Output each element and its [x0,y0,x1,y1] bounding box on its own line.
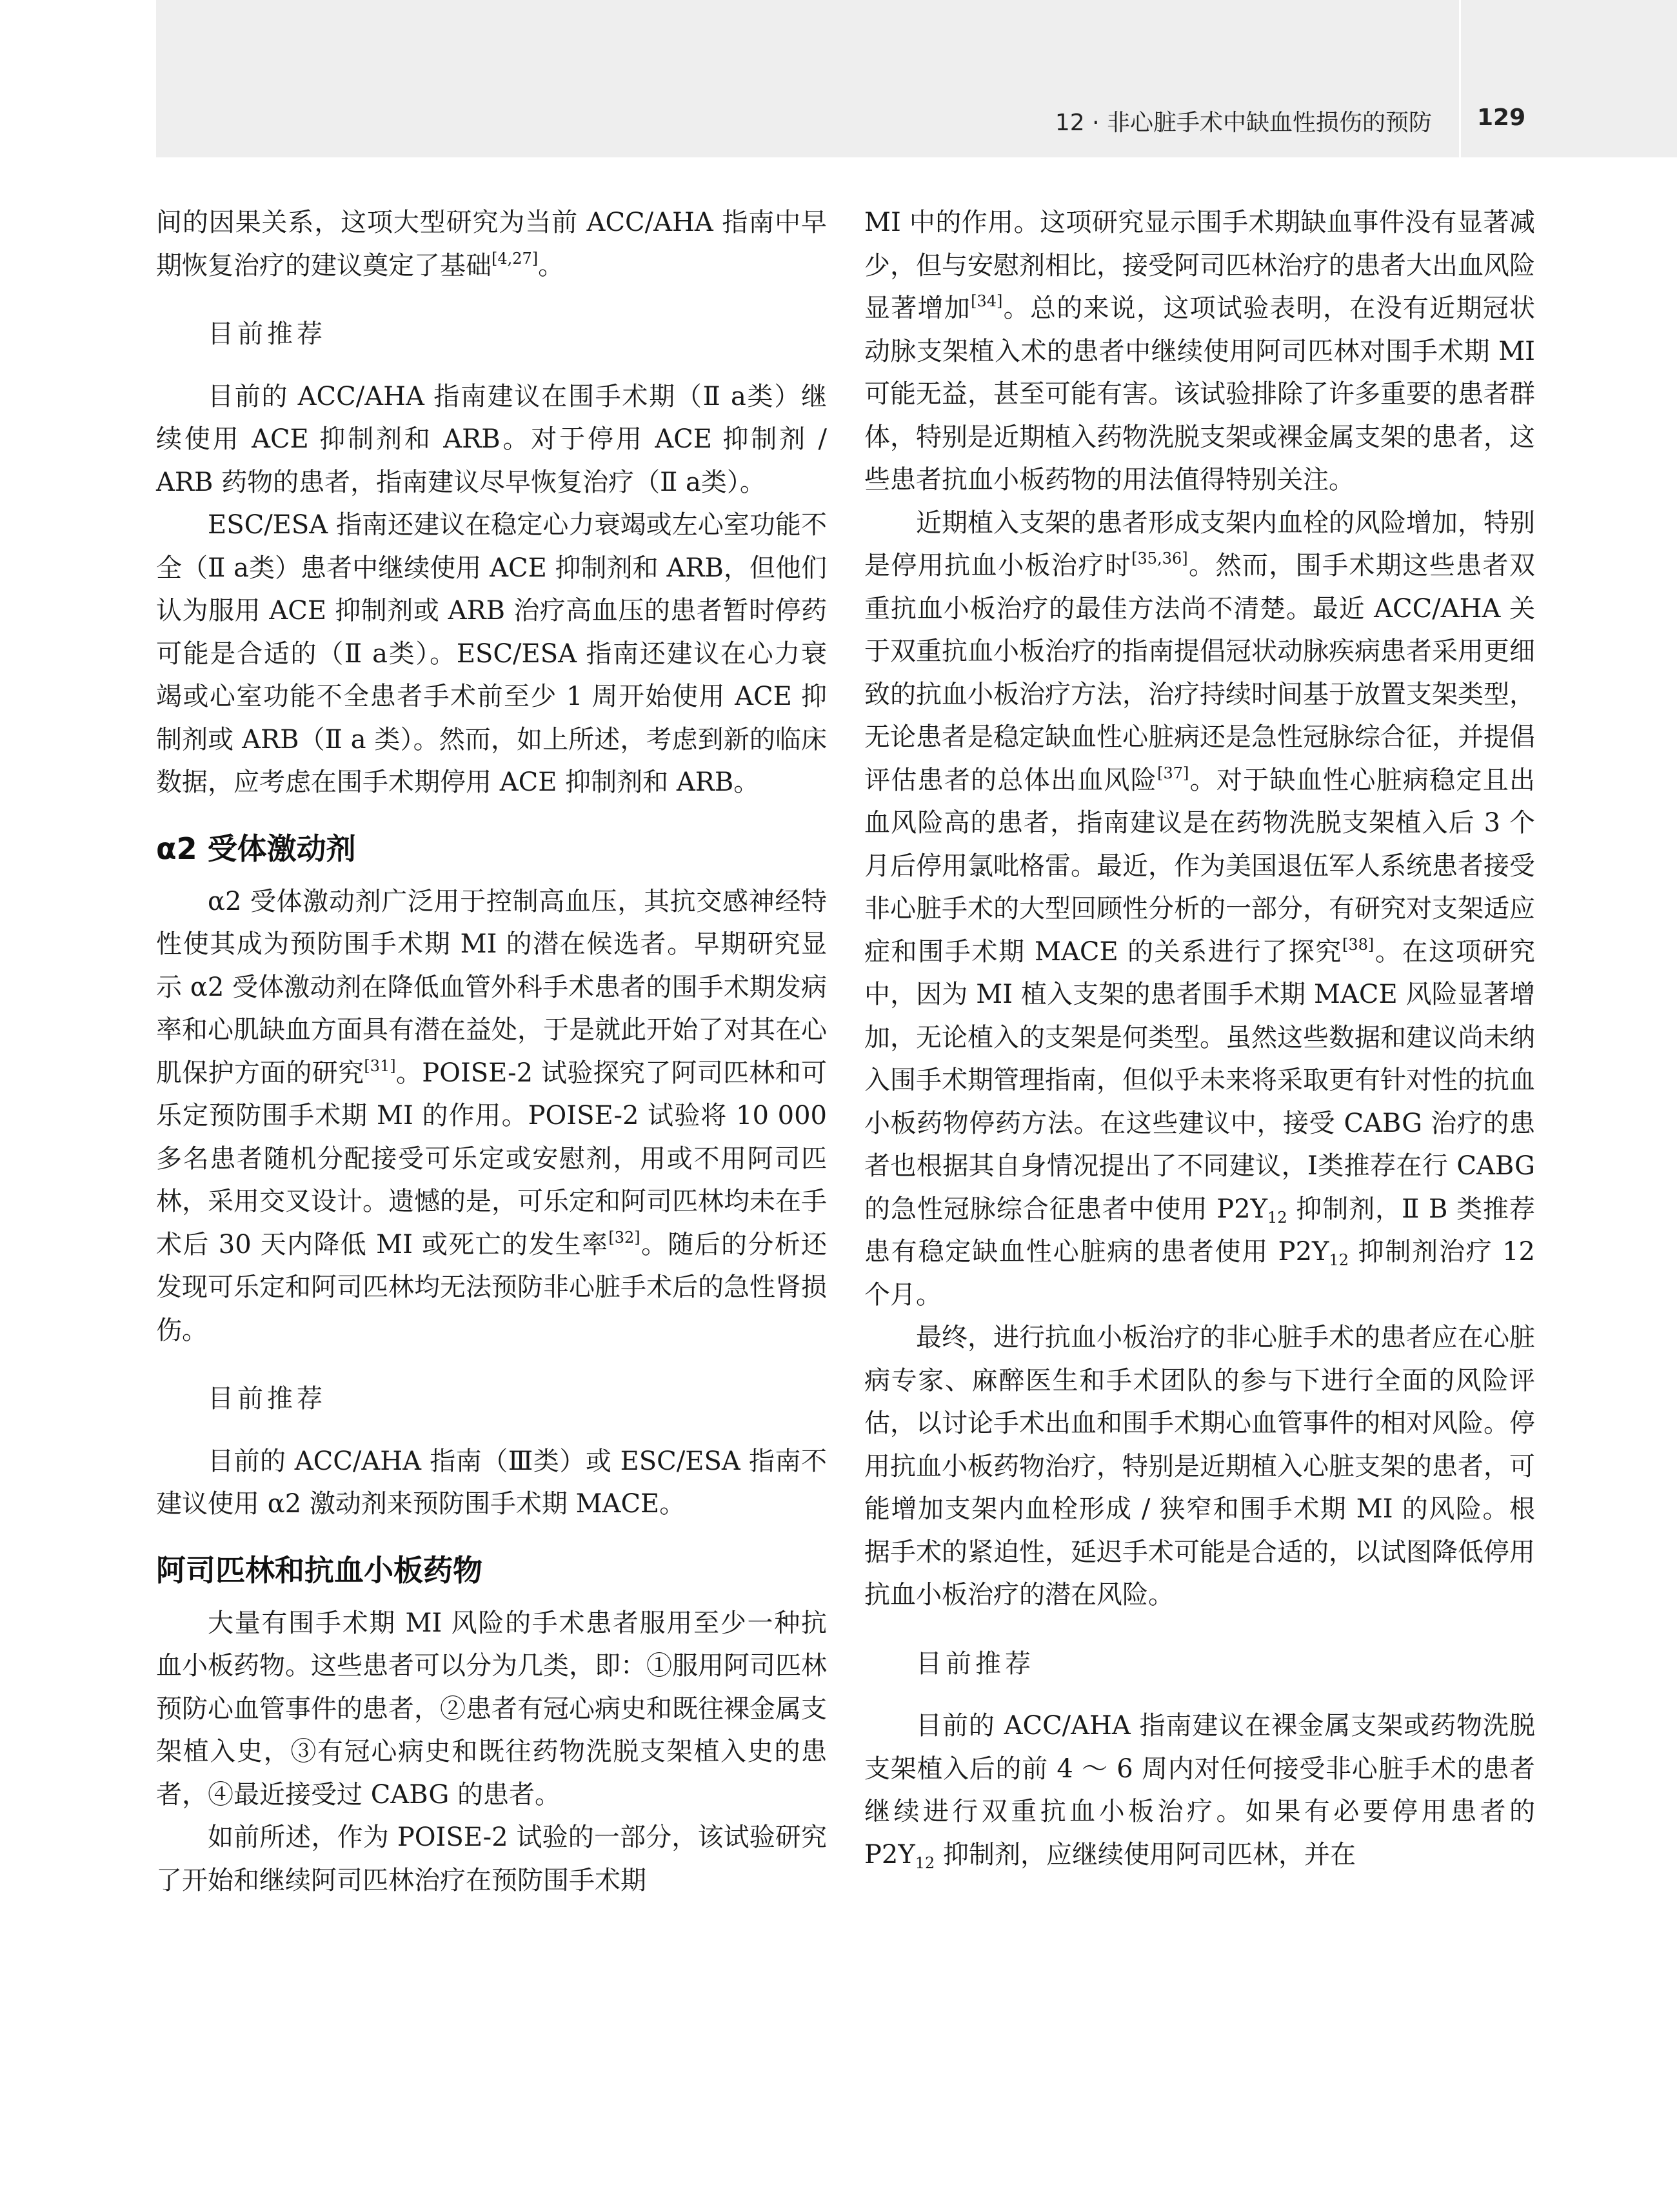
header-divider [1459,0,1461,157]
recommendation-heading: 目前推荐 [208,1384,326,1414]
recommendation-heading: 目前推荐 [208,319,326,349]
citation: [34] [971,292,1003,310]
right-column [864,201,1535,1876]
citation: [32] [608,1228,640,1247]
paragraph: 目前的 ACC/AHA 指南建议在围手术期（Ⅱ a类）继续使用 ACE 抑制剂和 ARB。对于停用 ACE 抑制剂 / ARB 药物的患者，指南建议尽早恢复治疗（Ⅱ a类）。 [156,381,827,497]
subscript: 12 [1267,1208,1287,1227]
citation: [4,27] [491,249,539,268]
left-column [156,201,827,1902]
paragraph: 如前所述，作为 POISE-2 试验的一部分，该试验研究了开始和继续阿司匹林治疗在预防围手术期 [156,1822,827,1895]
paragraph: 近期植入支架的患者形成支架内血栓的风险增加，特别是停用抗血小板治疗时[35,36]。然而，围手术期这些患者双重抗血小板治疗的最佳方法尚不清楚。最近 ACC/AHA 关于双重抗血小板治疗的指南提倡冠状动脉疾病患者采用更细致的抗血小板治疗方法，治疗持续时间基于放置支架类型，无论患者是稳定缺血性心脏病还是急性冠脉综合征，并提倡评估患者的总体出血风险[37]。对于缺血性心脏病稳定且出血风险高的患者，指南建议是在药物洗脱支架植入后 3 个月后停用氯吡格雷。最近，作为美国退伍军人系统患者接受非心脏手术的大型回顾性分析的一部分，有研究对支架适应症和围手术期 MACE 的关系进行了探究[38]。在这项研究中，因为 MI 植入支架的患者围手术期 MACE 风险显著增加，无论植入的支架是何类型。虽然这些数据和建议尚未纳入围手术期管理指南，但似乎未来将采取更有针对性的抗血小板药物停药方法。在这些建议中，接受 CABG 治疗的患者也根据其自身情况提出了不同建议，Ⅰ类推荐在行 CABG 的急性冠脉综合征患者中使用 $P2Y_{12}$ 抑制剂，Ⅱ B 类推荐患有稳定缺血性心脏病的患者使用 $P2Y_{12}$ 抑制剂治疗 12 个月。 [864,508,1536,1310]
paragraph: α2 受体激动剂广泛用于控制高血压，其抗交感神经特性使其成为预防围手术期 MI 的潜在候选者。早期研究显示 α2 受体激动剂在降低血管外科手术患者的围手术期发病率和心肌缺血方面具有潜在益处，于是就此开始了对其在心肌保护方面的研究[31]。POISE-2 试验探究了阿司匹林和可乐定预防围手术期 MI 的作用。POISE-2 试验将 10 000 多名患者随机分配接受可乐定或安慰剂，用或不用阿司匹林，采用交叉设计。遗憾的是，可乐定和阿司匹林均未在手术后 30 天内降低 MI 或死亡的发生率[32]。随后的分析还发现可乐定和阿司匹林均无法预防非心脏手术后的急性肾损伤。 [156,886,828,1345]
section-heading: 阿司匹林和抗血小板药物 [156,1552,482,1588]
citation: [37] [1157,764,1189,782]
section-heading: α2 受体激动剂 [156,831,356,866]
citation: [35,36] [1131,549,1188,568]
subscript: 12 [915,1853,935,1872]
paragraph: 目前的 ACC/AHA 指南（Ⅲ类）或 ESC/ESA 指南不建议使用 α2 激动剂来预防围手术期 MACE。 [156,1446,827,1519]
citation: [31] [364,1056,396,1075]
paragraph: 间的因果关系，这项大型研究为当前 ACC/AHA 指南中早期恢复治疗的建议奠定了基础[4,27]。 [156,208,827,281]
recommendation-heading: 目前推荐 [916,1648,1035,1679]
citation: [38] [1342,935,1374,954]
paragraph: ESC/ESA 指南还建议在稳定心力衰竭或左心室功能不全（Ⅱ a类）患者中继续使用 ACE 抑制剂和 ARB，但他们认为服用 ACE 抑制剂或 ARB 治疗高血压的患者暂时停药可能是合适的（Ⅱ a类）。ESC/ESA 指南还建议在心力衰竭或心室功能不全患者手术前至少 1 周开始使用 ACE 抑制剂或 ARB（Ⅱ a 类）。然而，如上所述，考虑到新的临床数据，应考虑在围手术期停用 ACE 抑制剂和 ARB。 [156,510,827,797]
paragraph: MI 中的作用。这项研究显示围手术期缺血事件没有显著减少，但与安慰剂相比，接受阿司匹林治疗的患者大出血风险显著增加[34]。总的来说，这项试验表明，在没有近期冠状动脉支架植入术的患者中继续使用阿司匹林对围手术期 MI 可能无益，甚至可能有害。该试验排除了许多重要的患者群体，特别是近期植入药物洗脱支架或裸金属支架的患者，这些患者抗血小板药物的用法值得特别关注。 [864,208,1536,495]
page-number: 129 [1477,104,1526,131]
paragraph: 最终，进行抗血小板治疗的非心脏手术的患者应在心脏病专家、麻醉医生和手术团队的参与下进行全面的风险评估，以讨论手术出血和围手术期心血管事件的相对风险。停用抗血小板药物治疗，特别是近期植入心脏支架的患者，可能增加支架内血栓形成 / 狭窄和围手术期 MI 的风险。根据手术的紧迫性，延迟手术可能是合适的，以试图降低停用抗血小板治疗的潜在风险。 [864,1323,1535,1610]
paragraph: 目前的 ACC/AHA 指南建议在裸金属支架或药物洗脱支架植入后的前 4 ～ 6 周内对任何接受非心脏手术的患者继续进行双重抗血小板治疗。如果有必要停用患者的 $P2Y_{12}$ 抑制剂，应继续使用阿司匹林，并在 [864,1711,1535,1872]
subscript: 12 [1329,1251,1349,1269]
chapter-title: 12 · 非心脏手术中缺血性损伤的预防 [1055,110,1432,136]
paragraph: 大量有围手术期 MI 风险的手术患者服用至少一种抗血小板药物。这些患者可以分为几类，即：①服用阿司匹林预防心血管事件的患者，②患者有冠心病史和既往裸金属支架植入史，③有冠心病史和既往药物洗脱支架植入史的患者，④最近接受过 CABG 的患者。 [156,1608,827,1810]
